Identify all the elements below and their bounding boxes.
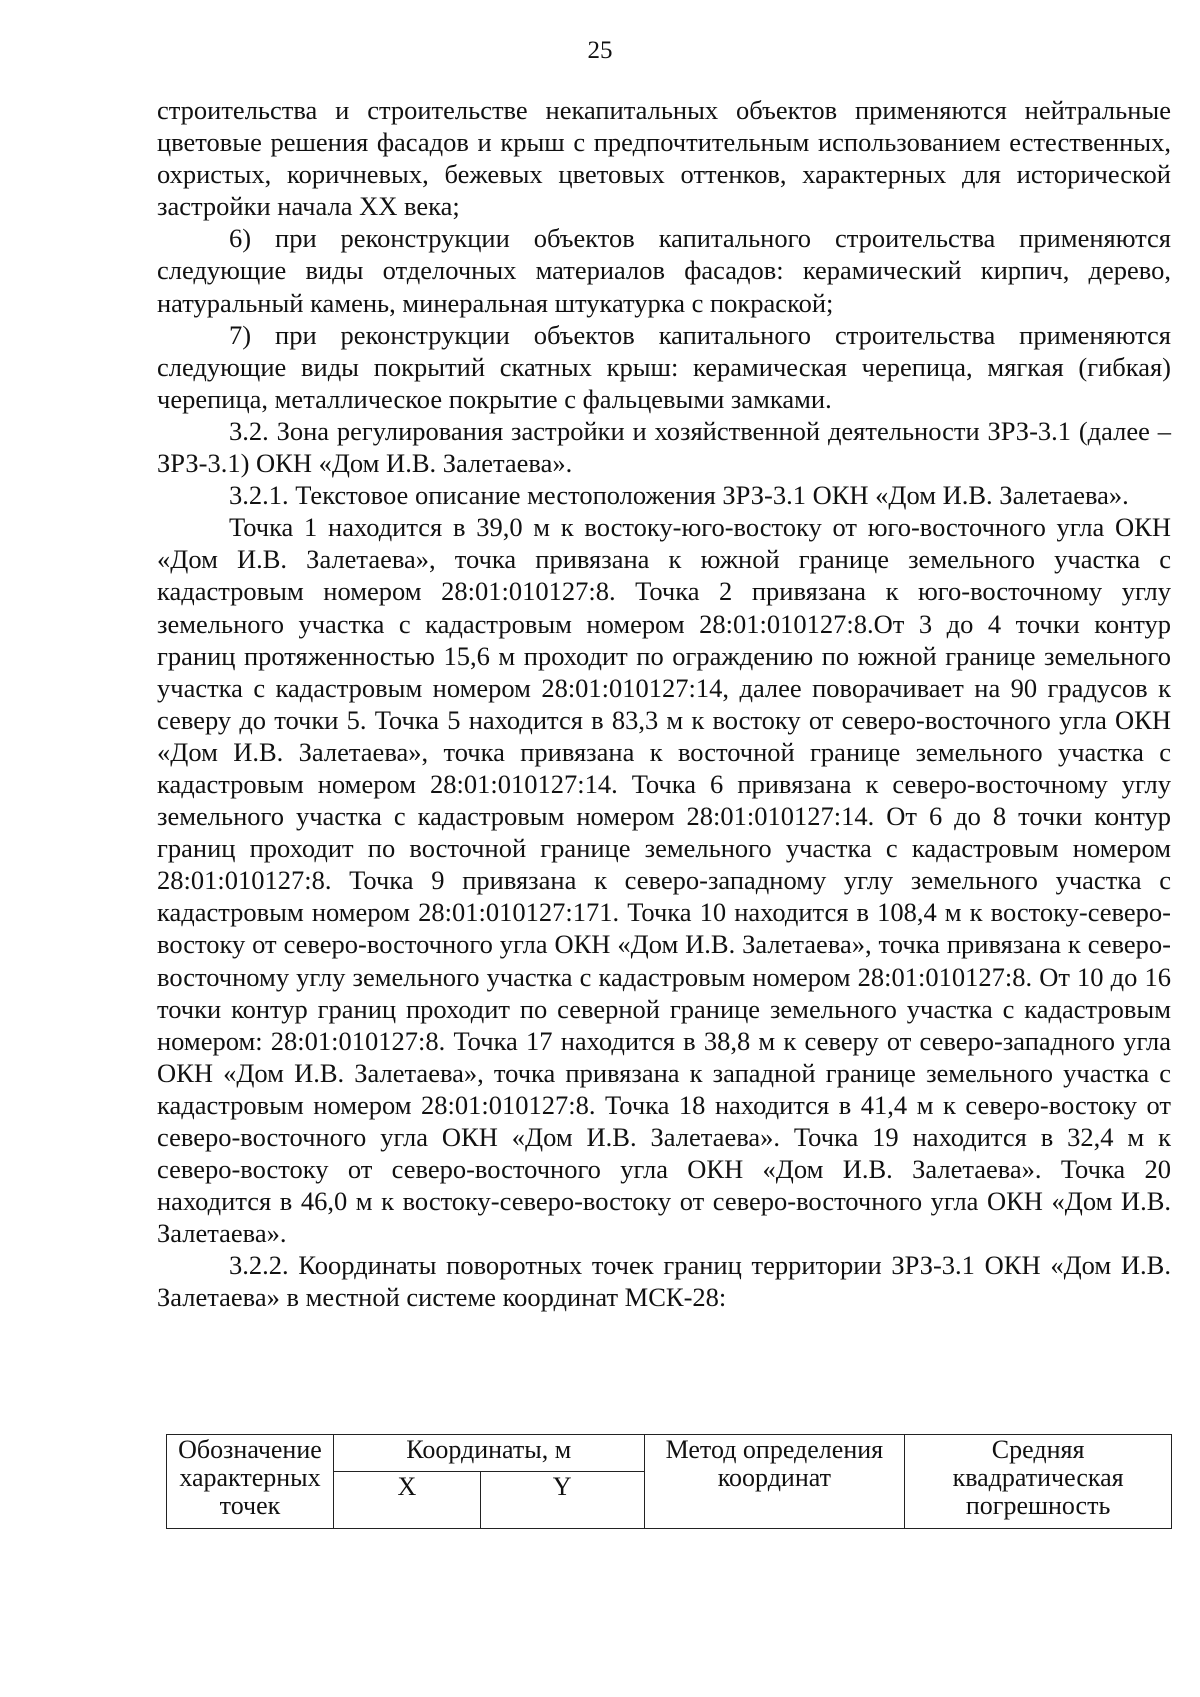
header-x: X bbox=[333, 1472, 480, 1529]
section-heading-3-2-1: 3.2.1. Текстовое описание местоположения ЗРЗ-3.1 ОКН «Дом И.В. Залетаева». bbox=[229, 480, 1129, 511]
document-body bbox=[157, 94, 1171, 1314]
header-y: Y bbox=[480, 1472, 644, 1529]
header-error: Средняя квадратическая погрешность bbox=[905, 1435, 1172, 1529]
page-number: 25 bbox=[587, 37, 613, 64]
header-coordinates: Координаты, м bbox=[333, 1435, 644, 1472]
coordinates-table bbox=[166, 1434, 1172, 1529]
paragraph-continuation: строительства и строительстве некапитальных объектов применяются нейтральные цветовые решения фасадов и крыш с предпочтительным использованием естественных, охристых, коричневых, бежевых цветовых оттенков, характерных для исторической застройки начала XX века; bbox=[157, 95, 1171, 222]
paragraph-item-6: 6) при реконструкции объектов капитального строительства применяются следующие виды отделочных материалов фасадов: керамический кирпич, дерево, натуральный камень, минеральная штукатурка с покраской; bbox=[157, 223, 1171, 318]
header-designation: Обозначение характерных точек bbox=[167, 1435, 334, 1529]
section-heading-3-2-2: 3.2.2. Координаты поворотных точек границ территории ЗРЗ-3.1 ОКН «Дом И.В. Залетаева» в местной системе координат МСК-28: bbox=[157, 1250, 1171, 1313]
header-method: Метод определения координат bbox=[644, 1435, 905, 1529]
section-heading-3-2: 3.2. Зона регулирования застройки и хозяйственной деятельности ЗРЗ-3.1 (далее – ЗРЗ-3.1) ОКН «Дом И.В. Залетаева». bbox=[157, 415, 1171, 479]
paragraph-item-7: 7) при реконструкции объектов капитального строительства применяются следующие виды покрытий скатных крыш: керамическая черепица, мягкая (гибкая) черепица, металлическое покрытие с фальцевыми замками. bbox=[157, 319, 1171, 414]
paragraph-boundary-description: Точка 1 находится в 39,0 м к востоку-юго-востоку от юго-восточного угла ОКН «Дом И.В. Залетаева», точка привязана к южной границе земельного участка с кадастровым номером 28:01:010127:8. Точка 2 привязана к юго-восточному углу земельного участка с кадастровым номером 28:01:010127:8.От 3 до 4 точки контур границ протяженностью 15,6 м проходит по ограждению по южной границе земельного участка с кадастровым номером 28:01:010127:14, далее поворачивает на 90 градусов к северу до точки 5. Точка 5 находится в 83,3 м к востоку от северо-восточного угла ОКН «Дом И.В. Залетаева», точка привязана к восточной границе земельного участка с кадастровым номером 28:01:010127:14. Точка 6 привязана к северо-восточному углу земельного участка с кадастровым номером 28:01:010127:14. От 6 до 8 точки контур границ проходит по восточной границе земельного участка с кадастровым номером 28:01:010127:8. Точка 9 привязана к северо-западному углу земельного участка с кадастровым номером 28:01:010127:171. Точка 10 находится в 108,4 м к востоку-северо-востоку от северо-восточного угла ОКН «Дом И.В. Залетаева», точка привязана к северо-восточному углу земельного участка с кадастровым номером 28:01:010127:8. От 10 до 16 точки контур границ проходит по северной границе земельного участка с кадастровым номером: 28:01:010127:8. Точка 17 находится в 38,8 м к северу от северо-западного угла ОКН «Дом И.В. Залетаева», точка привязана к западной границе земельного участка с кадастровым номером 28:01:010127:8. Точка 18 находится в 41,4 м к северо-востоку от северо-восточного угла ОКН «Дом И.В. Залетаева». Точка 19 находится в 32,4 м к северо-востоку от северо-восточного угла ОКН «Дом И.В. Залетаева». Точка 20 находится в 46,0 м к востоку-северо-востоку от северо-восточного угла ОКН «Дом И.В. Залетаева». bbox=[157, 512, 1171, 1249]
